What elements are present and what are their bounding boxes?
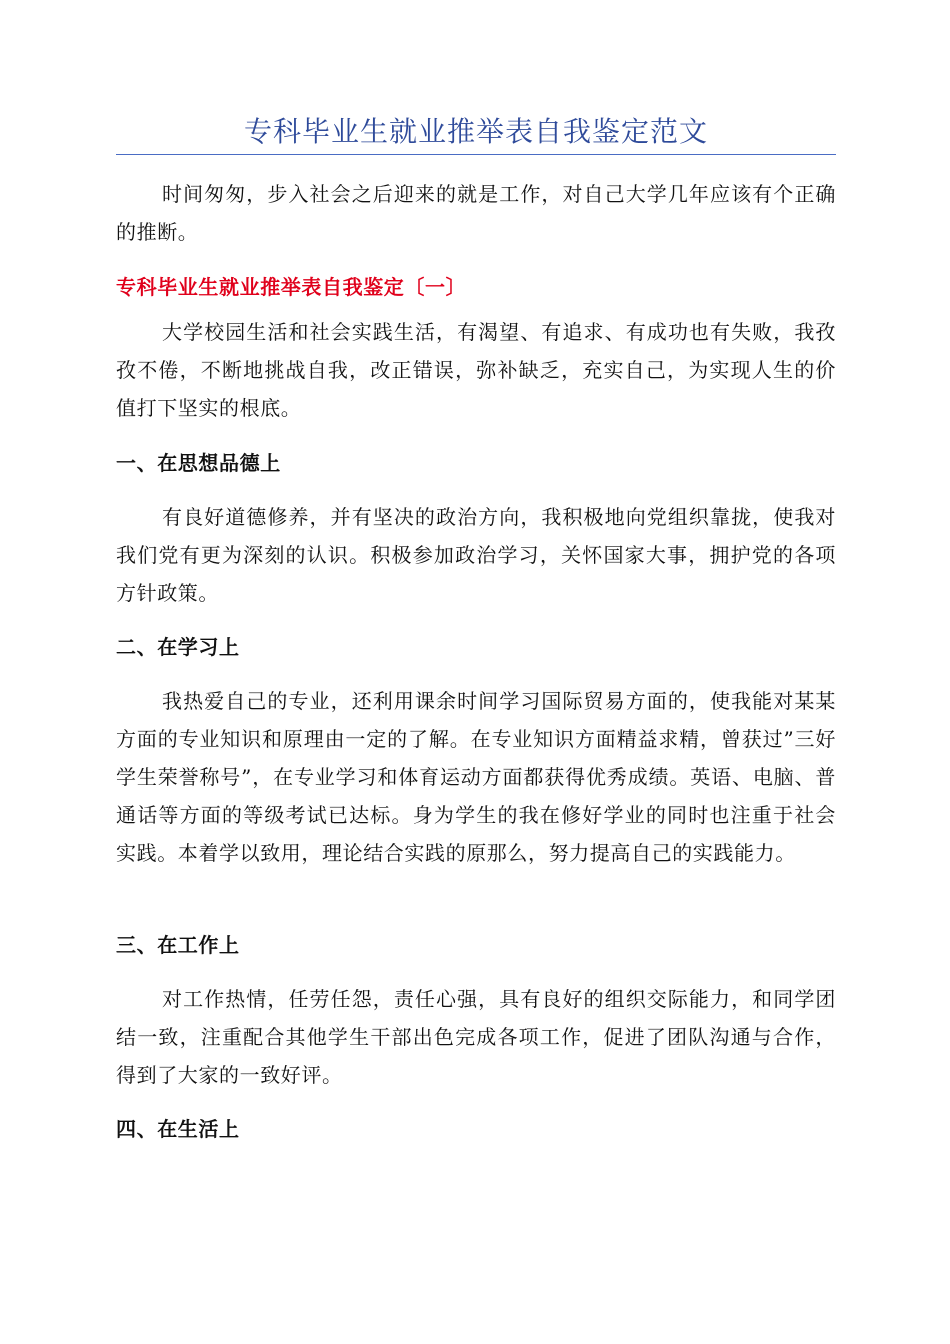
document-title: 专科毕业生就业推举表自我鉴定范文: [243, 115, 708, 148]
heading-study: 二、在学习上: [116, 635, 240, 659]
section-title: 专科毕业生就业推举表自我鉴定〔一〕: [116, 275, 467, 299]
paragraph-moral: 有良好道德修养，并有坚决的政治方向，我积极地向党组织靠拢，使我对我们党有更为深刻的认识。积极参加政治学习，关怀国家大事，拥护党的各项方针政策。: [116, 505, 836, 605]
section-intro-paragraph: 大学校园生活和社会实践生活，有渴望、有追求、有成功也有失败，我孜孜不倦，不断地挑战自我，改正错误，弥补缺乏，充实自己，为实现人生的价值打下坚实的根底。: [116, 320, 836, 420]
paragraph-study: 我热爱自己的专业，还利用课余时间学习国际贸易方面的，使我能对某某方面的专业知识和原理由一定的了解。在专业知识方面精益求精，曾获过”三好学生荣誉称号”，在专业学习和体育运动方面都获得优秀成绩。英语、电脑、普通话等方面的等级考试已达标。身为学生的我在修好学业的同时也注重于社会实践。本着学以致用，理论结合实践的原那么，努力提高自己的实践能力。: [116, 689, 836, 865]
title-underline: [116, 154, 836, 155]
paragraph-work: 对工作热情，任劳任怨，责任心强，具有良好的组织交际能力，和同学团结一致，注重配合其他学生干部出色完成各项工作，促进了团队沟通与合作，得到了大家的一致好评。: [116, 987, 836, 1087]
heading-life: 四、在生活上: [116, 1117, 240, 1141]
heading-work: 三、在工作上: [116, 933, 240, 957]
heading-moral: 一、在思想品德上: [116, 451, 281, 475]
intro-paragraph: 时间匆匆，步入社会之后迎来的就是工作，对自己大学几年应该有个正确的推断。: [116, 182, 836, 244]
